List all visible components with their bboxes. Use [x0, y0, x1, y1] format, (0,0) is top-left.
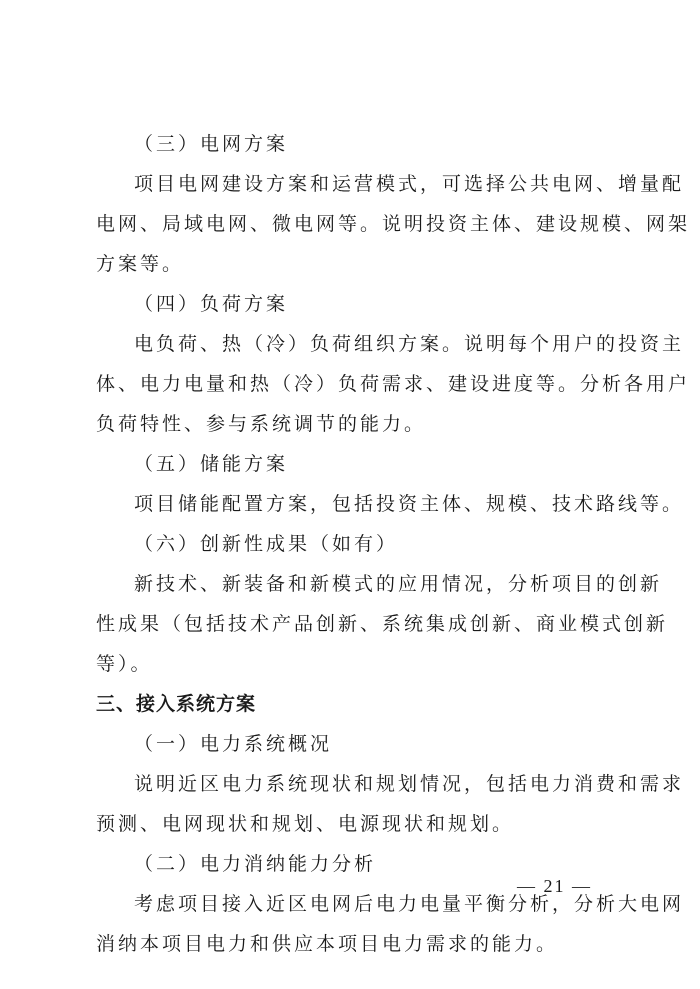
page-number: — 21 —: [517, 876, 592, 896]
paragraph-line: 负荷特性、参与系统调节的能力。: [96, 413, 427, 435]
paragraph-line: 等）。: [96, 653, 153, 675]
subheading-power-system-overview: （一）电力系统概况: [134, 733, 333, 755]
paragraph-line: 项目储能配置方案，包括投资主体、规模、技术路线等。: [134, 493, 685, 515]
paragraph-line: 电负荷、热（冷）负荷组织方案。说明每个用户的投资主: [134, 333, 685, 355]
paragraph-line: 说明近区电力系统现状和规划情况，包括电力消费和需求: [134, 773, 685, 795]
paragraph-line: 体、电力电量和热（冷）负荷需求、建设进度等。分析各用户: [96, 373, 691, 395]
subheading-load-plan: （四）负荷方案: [134, 293, 289, 315]
subheading-consumption-capacity: （二）电力消纳能力分析: [134, 853, 377, 875]
section-heading-access-system: 三、接入系统方案: [96, 693, 257, 715]
document-body: [96, 124, 691, 964]
paragraph-line: 新技术、新装备和新模式的应用情况，分析项目的创新: [134, 573, 663, 595]
paragraph-line: 考虑项目接入近区电网后电力电量平衡分析，分析大电网: [134, 893, 685, 915]
subheading-storage-plan: （五）储能方案: [134, 453, 289, 475]
subheading-grid-plan: （三）电网方案: [134, 133, 289, 155]
paragraph-line: 项目电网建设方案和运营模式，可选择公共电网、增量配: [134, 173, 685, 195]
paragraph-line: 性成果（包括技术产品创新、系统集成创新、商业模式创新: [96, 613, 669, 635]
paragraph-line: 方案等。: [96, 253, 185, 275]
paragraph-line: 电网、局域电网、微电网等。说明投资主体、建设规模、网架: [96, 213, 691, 235]
paragraph-line: 预测、电网现状和规划、电源现状和规划。: [96, 813, 515, 835]
subheading-innovation: （六）创新性成果（如有）: [134, 533, 399, 555]
paragraph-line: 消纳本项目电力和供应本项目电力需求的能力。: [96, 933, 559, 955]
